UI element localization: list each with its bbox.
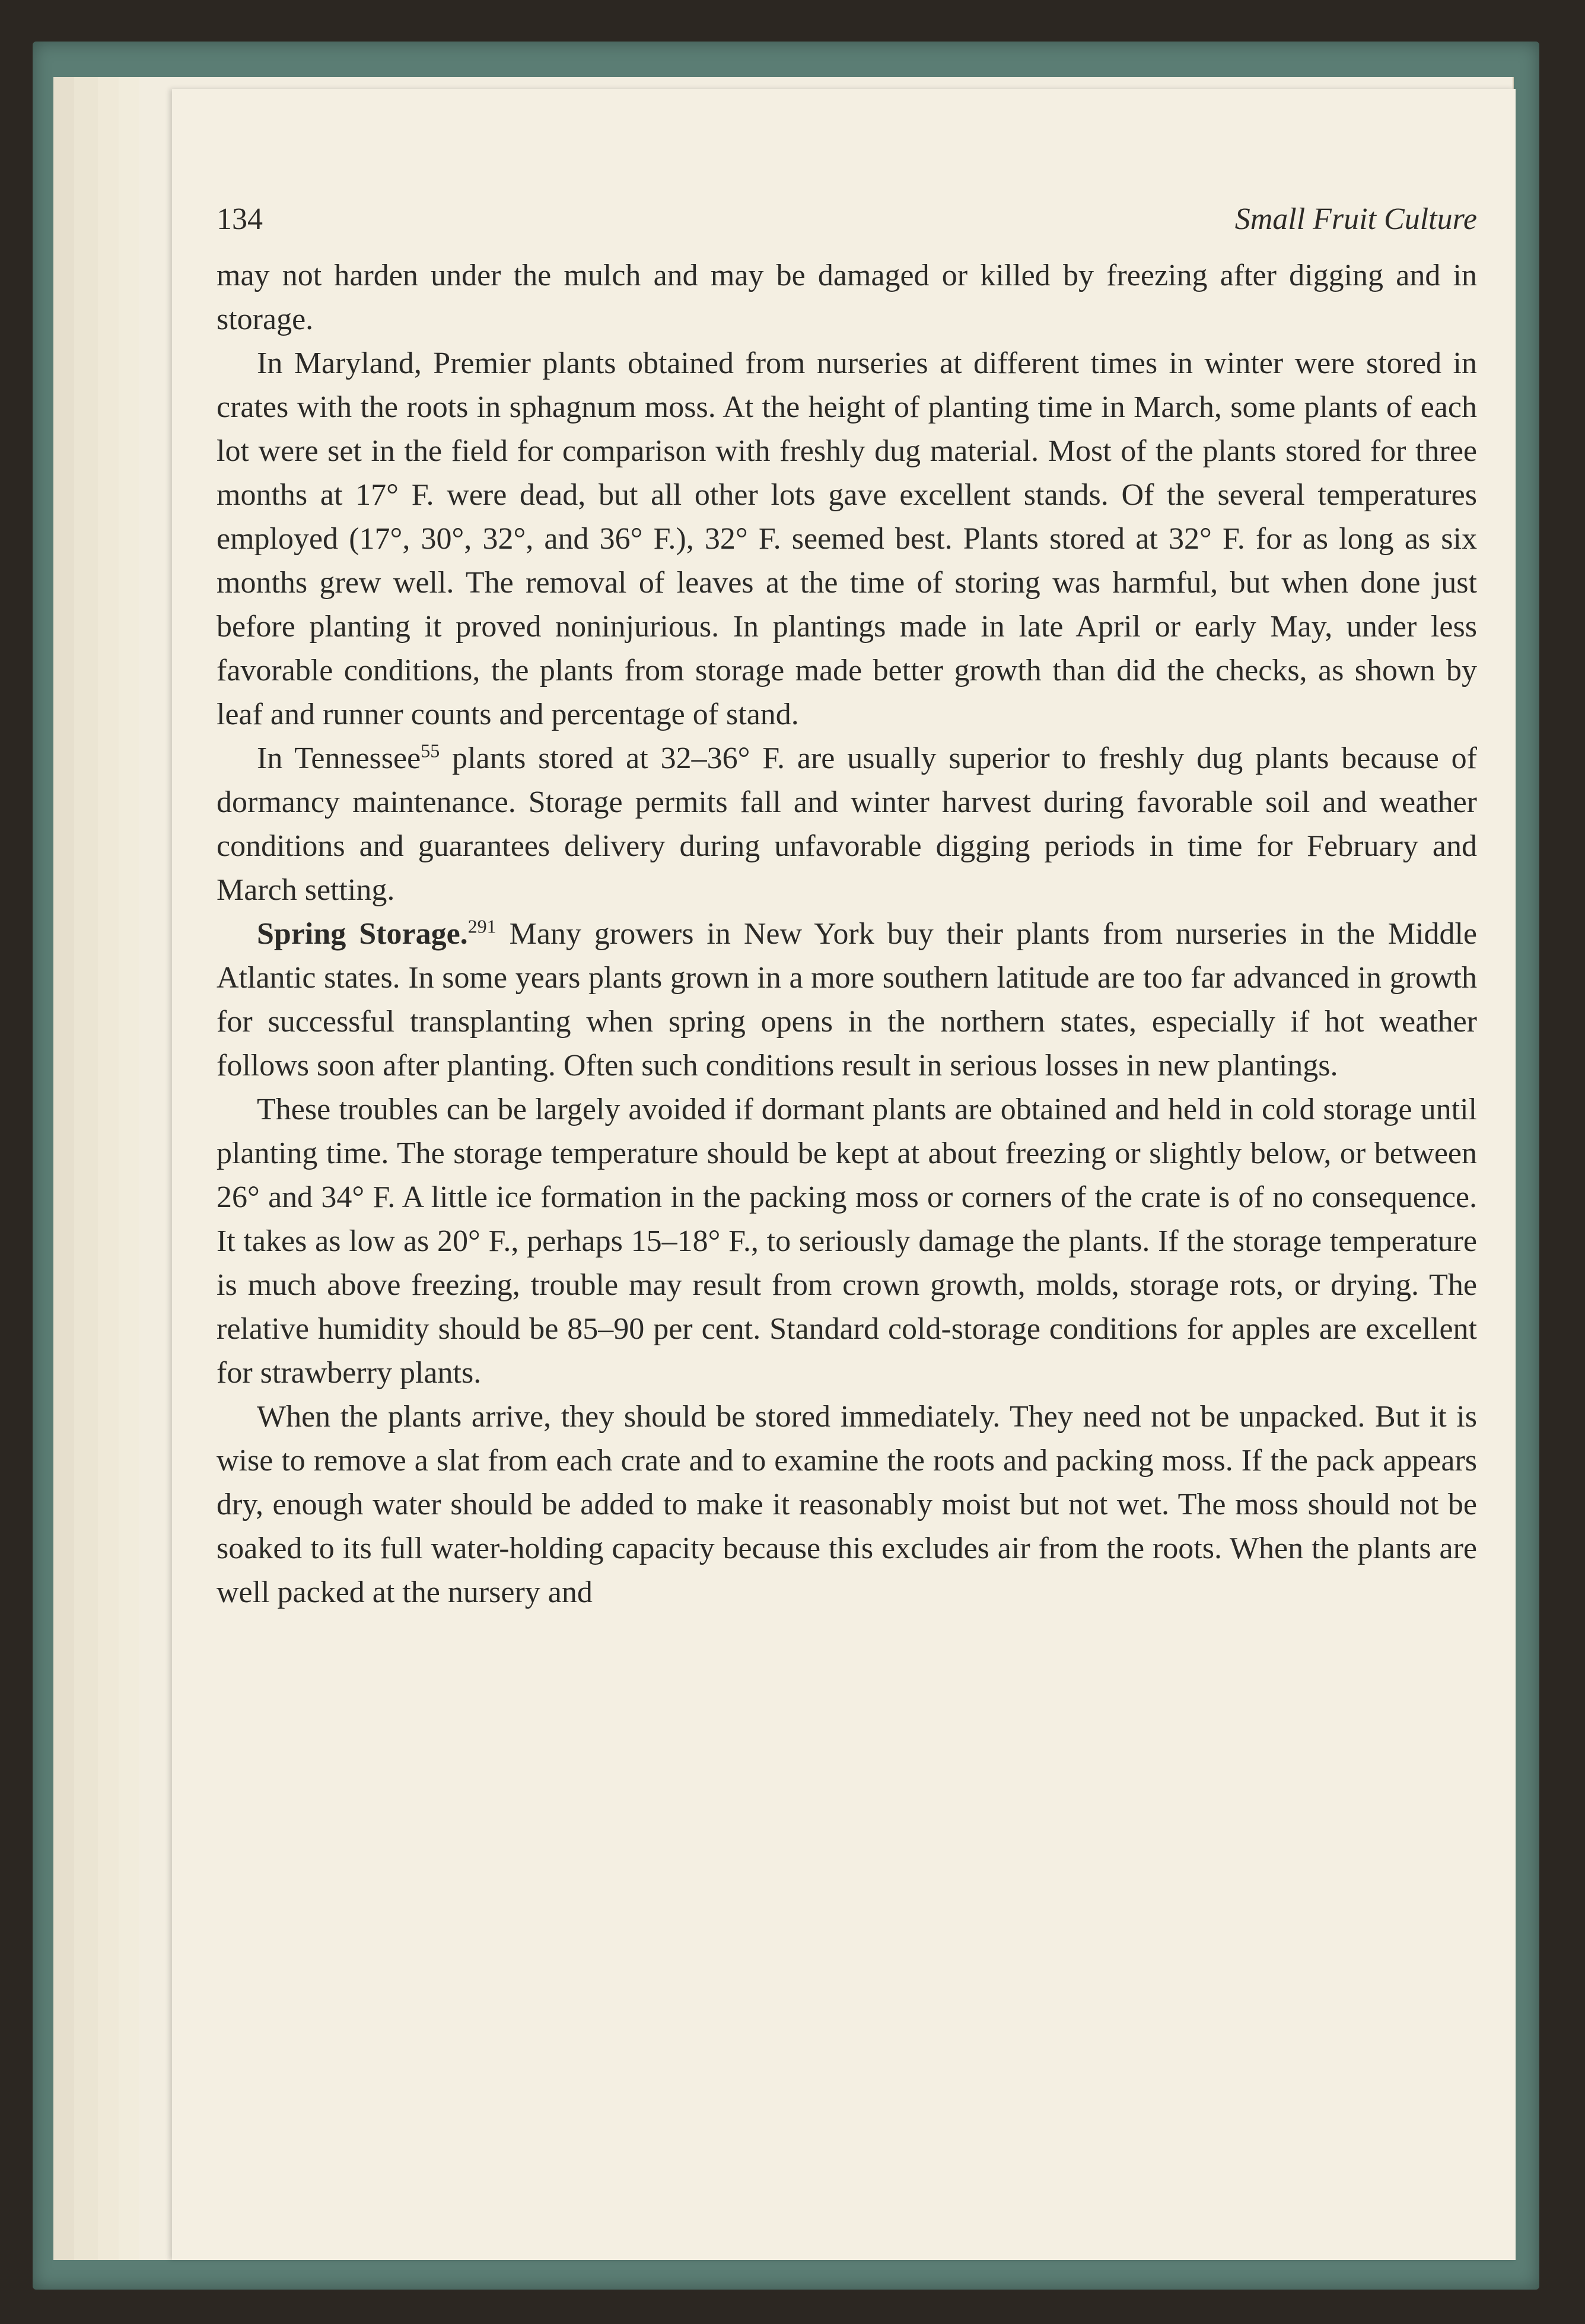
page-header: [217, 202, 1477, 243]
paragraph: In Maryland, Premier plants obtained from nurseries at different times in winter were stored in crates with the roots in sphagnum moss. At the height of planting time in March, some plants of each lot were set in the field for comparison with freshly dug material. Most of the plants stored for three months at 17° F. were dead, but all other lots gave excellent stands. Of the several temperatures employed (17°, 30°, 32°, and 36° F.), 32° F. seemed best. Plants stored at 32° F. for as long as six months grew well. The removal of leaves at the time of storing was harmful, but when done just before planting it proved noninjurious. In plantings made in late April or early May, under less favorable conditions, the plants from storage made better growth than did the checks, as shown by leaf and runner counts and percentage of stand.: [217, 346, 1477, 731]
footnote-ref: 55: [421, 740, 440, 762]
paragraph: [217, 912, 1477, 1088]
paragraph: may not harden under the mulch and may be damaged or killed by freezing after digging and in storage.: [217, 259, 1477, 336]
running-title: Small Fruit Culture: [1234, 202, 1477, 236]
page-body: [217, 254, 1477, 1615]
footnote-ref: 291: [467, 915, 496, 937]
paragraph-text: In Tennessee: [257, 741, 421, 775]
page-number: 134: [217, 202, 263, 236]
section-heading: Spring Storage.: [257, 917, 468, 951]
paragraph-text: plants stored at 32–36° F. are usually superior to freshly dug plants because of dormancy maintenance. Storage permits fall and winter harvest during favorable soil and weather conditions and guarantees delivery during unfavorable digging periods in time for February and March setting.: [217, 741, 1477, 907]
paragraph: These troubles can be largely avoided if dormant plants are obtained and held in cold storage until planting time. The storage temperature should be kept at about freezing or slightly below, or between 26° and 34° F. A little ice formation in the packing moss or corners of the crate is of no consequence. It takes as low as 20° F., perhaps 15–18° F., to seriously damage the plants. If the storage temperature is much above freezing, trouble may result from crown growth, molds, storage rots, or drying. The relative humidity should be 85–90 per cent. Standard cold-storage conditions for apples are excellent for strawberry plants.: [217, 1093, 1477, 1390]
paragraph: [217, 737, 1477, 912]
paragraph-text: Many growers in New York buy their plants from nurseries in the Middle Atlantic states. In some years plants grown in a more southern latitude are too far advanced in growth for successful transplanting when spring opens in the northern states, especially if hot weather follows soon after planting. Often such conditions result in serious losses in new plantings.: [217, 917, 1478, 1083]
paragraph: When the plants arrive, they should be stored immediately. They need not be unpacked. But it is wise to remove a slat from each crate and to examine the roots and packing moss. If the pack appears dry, enough water should be added to make it reasonably moist but not wet. The moss should not be soaked to its full water-holding capacity because this excludes air from the roots. When the plants are well packed at the nursery and: [217, 1400, 1477, 1609]
